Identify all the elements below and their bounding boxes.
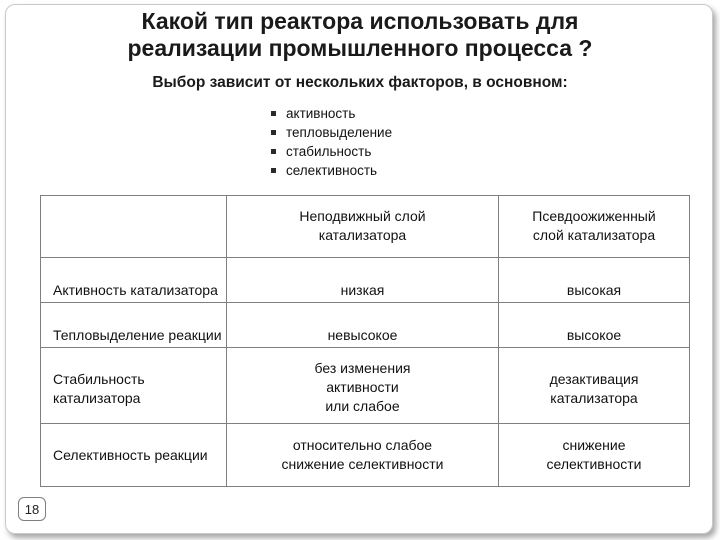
cell-fixed-stability: без изменения активности или слабое [314,359,411,414]
factor-item: тепловыделение [268,123,392,142]
factor-item: активность [268,104,392,123]
cell-fixed-heat: невысокое [327,326,398,343]
bullet-icon [271,111,276,116]
table-border [41,486,689,487]
factor-item: селективность [268,161,392,180]
cell-fluid-activity: высокая [566,281,622,298]
factor-item: стабильность [268,142,392,161]
row-label-heat: Тепловыделение реакции [53,326,222,343]
title-line-2: реализации промышленного процесса ? [127,35,593,61]
row-label-stability: Стабильность катализатора [53,371,145,406]
cell-fixed-activity: низкая [340,281,385,298]
row-label-activity: Активность катализатора [53,281,218,298]
title-line-1: Какой тип реактора использовать для [141,8,579,34]
header-fluidized-bed: Псевдоожиженный слой катализатора [532,208,656,243]
cell-fluid-stability: дезактивация катализатора [549,371,639,406]
header-fixed-bed: Неподвижный слой катализатора [299,208,426,243]
cell-fixed-selectivity: относительно слабое снижение селективности [281,437,444,472]
slide-title [60,8,660,62]
comparison-table [40,195,690,487]
table-divider [41,257,689,258]
row-label-selectivity: Селективность реакции [53,446,208,463]
slide-subtitle: Выбор зависит от нескольких факторов, в основном: [152,74,568,91]
factor-list [268,104,392,180]
cell-fluid-selectivity: снижение селективности [546,437,642,472]
page-number: 18 [18,497,46,521]
cell-fluid-heat: высокое [566,326,622,343]
bullet-icon [271,149,276,154]
bullet-icon [271,130,276,135]
bullet-icon [271,168,276,173]
